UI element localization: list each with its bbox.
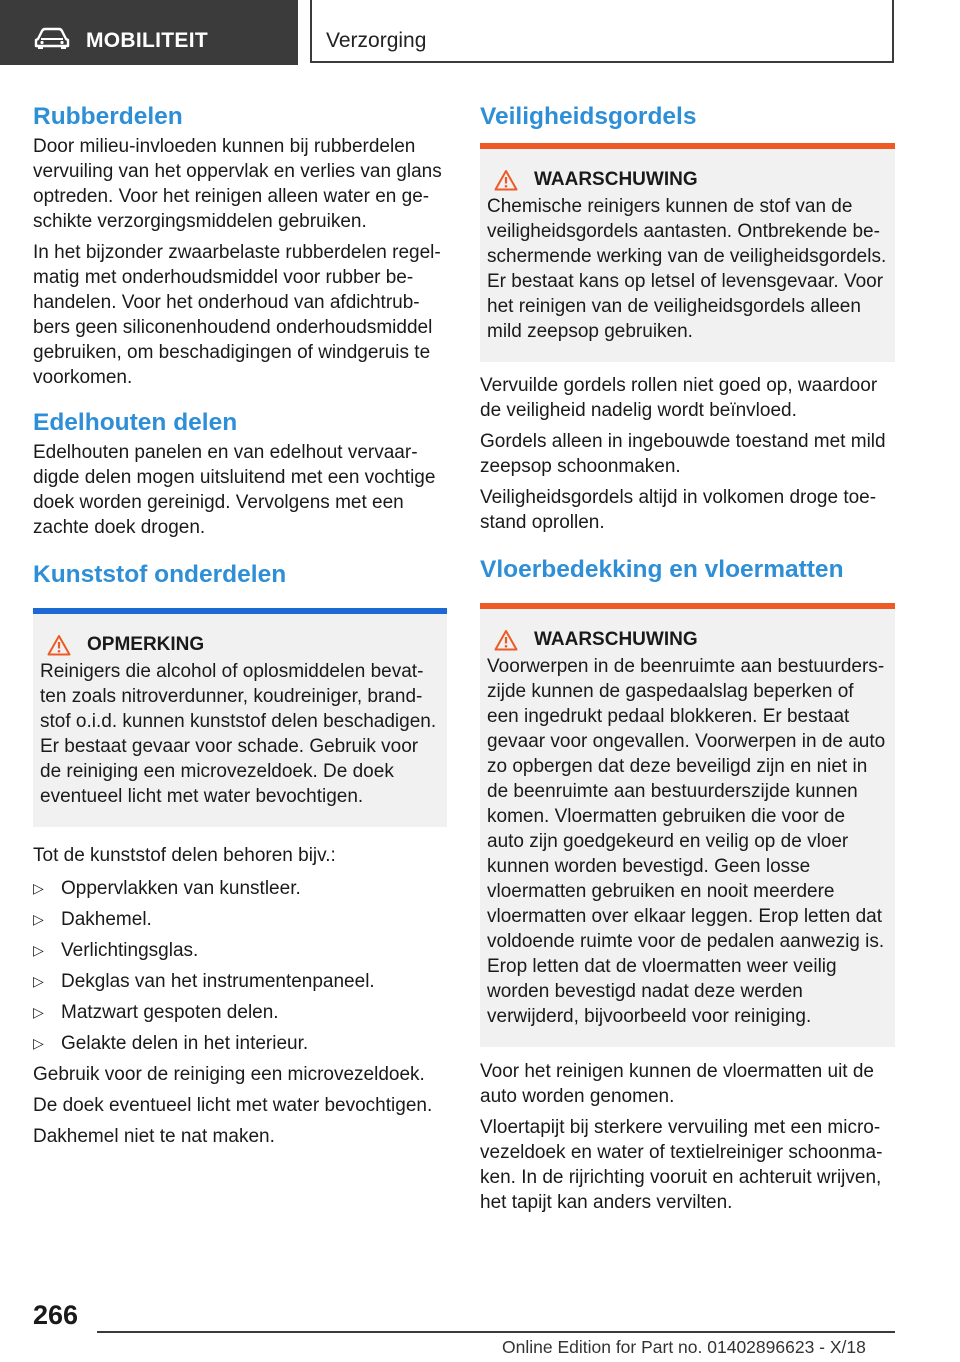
rubber-heading: Rubberdelen	[33, 103, 183, 130]
section-tab	[310, 0, 894, 63]
right-column	[480, 100, 895, 1215]
warning-triangle-icon	[494, 169, 518, 191]
list-item: ▷ Oppervlakken van kunstleer.	[33, 878, 301, 899]
triangle-bullet-icon: ▷	[33, 880, 44, 896]
warning-title-text: WAARSCHUWING	[534, 629, 698, 650]
belts-heading: Veiligheidsgordels	[480, 103, 697, 130]
chapter-tab	[0, 0, 298, 65]
section-title: Verzorging	[326, 29, 427, 52]
plastic-paragraph-4: Dakhemel niet te nat maken.	[33, 1126, 275, 1147]
car-icon	[34, 27, 70, 49]
notice-text: Reinigers die alcohol of oplosmiddelen bevatten zoals nitroverdunner, koudreiniger, brandstof o.i.d. kunnen kunststof delen beschadigen. Er bestaat gevaar voor schade. Gebruik voor de reiniging een microvezeldoek. De doek eventueel licht met water bevochtigen.	[40, 661, 437, 807]
belts-paragraph-2: Gordels alleen in ingebouwde toestand met mild zeepsop schoonmaken.	[480, 431, 886, 477]
footer-divider	[97, 1331, 895, 1333]
belts-warning-box	[480, 143, 895, 362]
belts-warning-text: Chemische reinigers kunnen de stof van de veiligheidsgordels aantasten. Ontbrekende beschermende werking van de veiligheidsgordels. Er bestaat kans op letsel of levensgevaar. Voor het reinigen van de veiligheidsgordels alleen mild zeepsop gebruiken.	[487, 196, 887, 342]
plastic-paragraph-3: De doek eventueel licht met water bevochtigen.	[33, 1095, 433, 1116]
rubber-paragraph-2: In het bijzonder zwaarbelaste rubberdelen regelmatig met onderhoudsmiddel voor rubber behandelen. Voor het onderhoud van afdichtrubbers geen siliconenhoudend onderhoudsmiddel gebruiken, om beschadigingen of windgeruis te voorkomen.	[33, 242, 441, 388]
triangle-bullet-icon: ▷	[33, 1035, 44, 1051]
plastic-parts-list	[33, 876, 447, 1056]
page-number: 266	[33, 1300, 79, 1330]
floor-heading: Vloerbedekking en vloermatten	[480, 556, 844, 583]
rubber-paragraph-1: Door milieu-invloeden kunnen bij rubberdelen vervuiling van het oppervlak en verlies van glans optreden. Voor het reinigen alleen water en geschikte verzorgingsmiddelen gebruiken.	[33, 136, 442, 232]
warning-title	[487, 627, 887, 652]
floor-warning-box	[480, 603, 895, 1047]
list-item: ▷ Verlichtingsglas.	[33, 940, 199, 961]
warning-title	[487, 167, 887, 192]
floor-paragraph-2: Vloertapijt bij sterkere vervuiling met een microvezeldoek en water of textielreiniger schoonmaken. In de rijrichting vooruit en achteruit wrijven, het tapijt kan anders vervilten.	[480, 1117, 883, 1213]
warning-triangle-icon	[494, 629, 518, 651]
plastic-heading: Kunststof onderdelen	[33, 561, 287, 588]
triangle-bullet-icon: ▷	[33, 942, 44, 958]
belts-paragraph-1: Vervuilde gordels rollen niet goed op, waardoor de veiligheid nadelig wordt beïnvloed.	[480, 375, 878, 421]
page-header	[0, 0, 960, 66]
wood-paragraph: Edelhouten panelen en van edelhout vervaardigde delen mogen uitsluitend met een vochtige doek worden gereinigd. Vervolgens met een zachte doek drogen.	[33, 442, 436, 538]
list-item: ▷ Dakhemel.	[33, 909, 152, 930]
wood-heading: Edelhouten delen	[33, 409, 238, 436]
plastic-paragraph-2: Gebruik voor de reiniging een microvezeldoek.	[33, 1064, 425, 1085]
plastic-intro: Tot de kunststof delen behoren bijv.:	[33, 845, 336, 866]
list-item: ▷ Dekglas van het instrumentenpaneel.	[33, 971, 375, 992]
left-column	[33, 100, 447, 1149]
chapter-title: MOBILITEIT	[86, 29, 208, 52]
floor-warning-text: Voorwerpen in de beenruimte aan bestuurderszijde kunnen de gaspedaalslag beperken of een ingedrukt pedaal blokkeren. Er bestaat gevaar voor ongevallen. Voorwerpen in de auto zo opbergen dat deze beveiligd zijn en niet in de beenruimte aan bestuurderszijde kunnen komen. Vloermatten gebruiken die voor de auto zijn goedgekeurd en veilig op de vloer kunnen worden bevestigd. Geen losse vloermatten gebruiken en nooit meerdere vloermatten over elkaar leggen. Erop letten dat voldoende ruimte voor de pedalen aanwezig is. Erop letten dat de vloermatten weer veilig worden bevestigd nadat deze werden verwijderd, bijvoorbeeld voor reiniging.	[487, 656, 886, 1027]
triangle-bullet-icon: ▷	[33, 1004, 44, 1020]
notice-title	[40, 632, 439, 657]
notice-box	[33, 608, 447, 827]
notice-title-text: OPMERKING	[87, 634, 205, 655]
list-item: ▷ Gelakte delen in het interieur.	[33, 1033, 309, 1054]
belts-paragraph-3: Veiligheidsgordels altijd in volkomen droge toestand oprollen.	[480, 487, 877, 533]
floor-paragraph-1: Voor het reinigen kunnen de vloermatten uit de auto worden genomen.	[480, 1061, 874, 1107]
list-item: ▷ Matzwart gespoten delen.	[33, 1002, 279, 1023]
triangle-bullet-icon: ▷	[33, 973, 44, 989]
warning-title-text: WAARSCHUWING	[534, 169, 698, 190]
footer-edition: Online Edition for Part no. 01402896623 - X/18	[502, 1337, 866, 1357]
triangle-bullet-icon: ▷	[33, 911, 44, 927]
warning-triangle-icon	[47, 634, 71, 656]
